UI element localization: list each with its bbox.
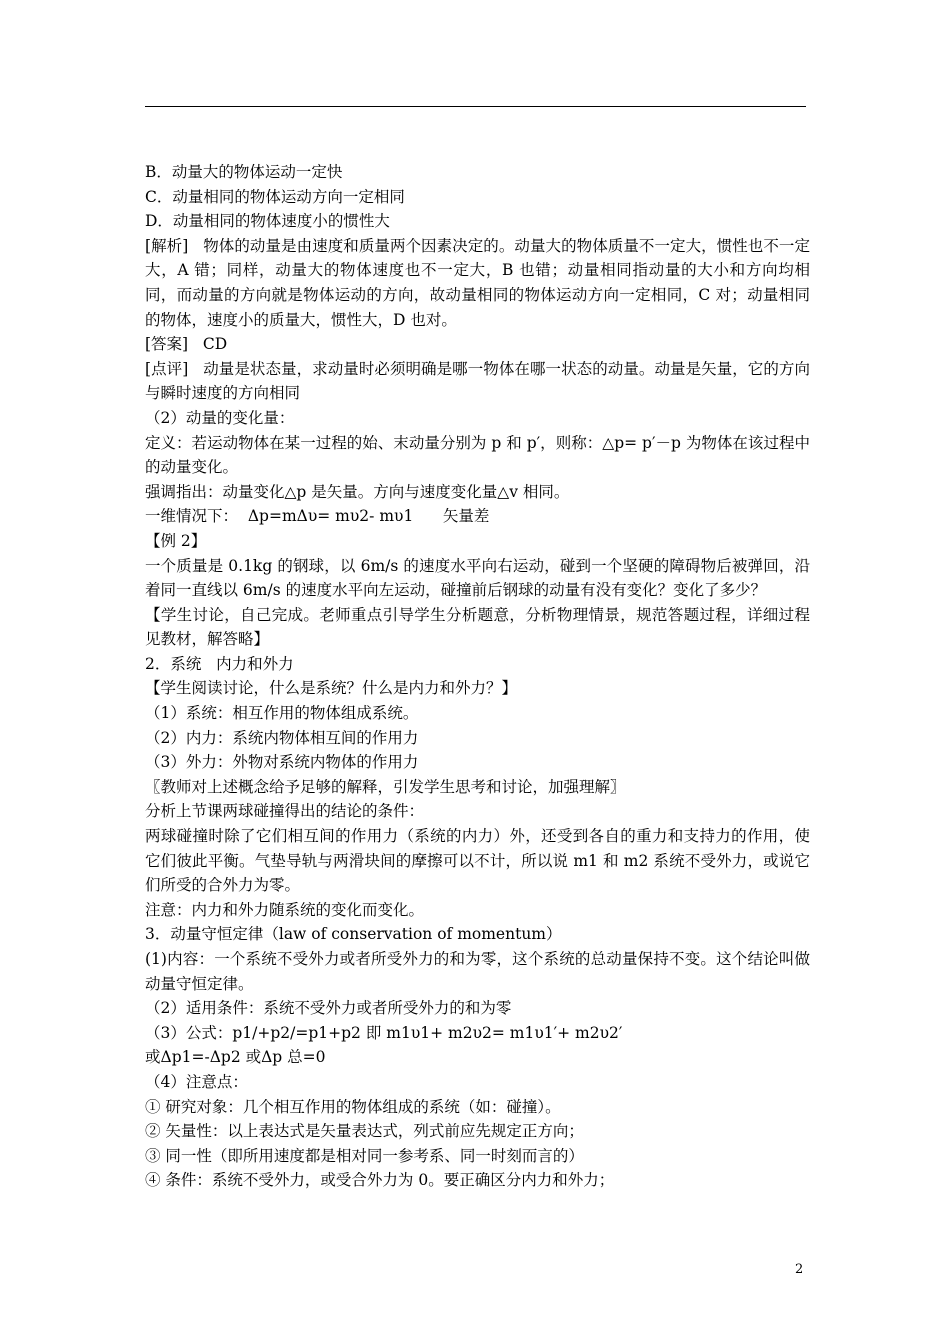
applicable-conditions: （2）适用条件：系统不受外力或者所受外力的和为零 — [145, 999, 512, 1018]
formula-alternative: 或Δp1=-Δp2 或Δp 总=0 — [145, 1048, 326, 1067]
analysis-lead: 分析上节课两球碰撞得出的结论的条件： — [145, 802, 425, 821]
example-heading: 【例 2】 — [145, 531, 207, 550]
note-2: ② 矢量性：以上表达式是矢量表达式，列式前应先规定正方向； — [145, 1122, 584, 1141]
comment-paragraph: [点评] 动量是状态量，求动量时必须明确是哪一物体在哪一状态的动量。动量是矢量，它的方向与瞬时速度的方向相同 — [145, 359, 810, 403]
formula-line: （3）公式：p1/+p2/=p1+p2 即 m1υ1+ m2υ2= m1υ1′+ m2υ2′ — [145, 1023, 623, 1042]
student-discussion-note: 【学生讨论，自己完成。老师重点引导学生分析题意，分析物理情景，规范答题过程，详细过程见教材，解答略】 — [145, 605, 810, 649]
note-3: ③ 同一性（即所用速度都是相对同一参考系、同一时刻而言的） — [145, 1146, 584, 1165]
analysis-paragraph: [解析] 物体的动量是由速度和质量两个因素决定的。动量大的物体质量不一定大，惯性也不一定大，A 错；同样，动量大的物体速度也不一定大，B 也错；动量相同指动量的大小和方向均相同，而动量的方向就是物体运动的方向，故动量相同的物体运动方向一定相同，C 对；动量相同的物体，速度小的质量大，惯性大，D 也对。 — [145, 236, 810, 329]
attention-note: 注意：内力和外力随系统的变化而变化。 — [145, 900, 425, 919]
note-4: ④ 条件：系统不受外力，或受合外力为 0。要正确区分内力和外力； — [145, 1171, 615, 1190]
option-b: B．动量大的物体运动一定快 — [145, 163, 343, 181]
emphasis-line: 强调指出：动量变化△p 是矢量。方向与速度变化量△v 相同。 — [145, 482, 570, 501]
option-d: D．动量相同的物体速度小的惯性大 — [145, 212, 390, 231]
collision-analysis-paragraph: 两球碰撞时除了它们相互间的作用力（系统的内力）外，还受到各自的重力和支持力的作用，使它们彼此平衡。气垫导轨与两滑块间的摩擦可以不计，所以说 m1 和 m2 系统不受外力，或说它们所受的合外力为零。 — [145, 827, 810, 895]
note-1: ① 研究对象：几个相互作用的物体组成的系统（如：碰撞）。 — [145, 1097, 561, 1116]
system-definition: （1）系统：相互作用的物体组成系统。 — [145, 704, 419, 723]
body-text — [145, 160, 810, 1193]
answer-line: [答案] CD — [145, 335, 228, 354]
conservation-content: (1)内容：一个系统不受外力或者所受外力的和为零，这个系统的总动量保持不变。这个结论叫做动量守恒定律。 — [145, 950, 810, 993]
example-problem: 一个质量是 0.1kg 的钢球，以 6m/s 的速度水平向右运动，碰到一个坚硬的障碍物后被弹回，沿着同一直线以 6m/s 的速度水平向左运动，碰撞前后钢球的动量有没有变化？变化了多少？ — [145, 556, 810, 600]
internal-force-definition: （2）内力：系统内物体相互间的作用力 — [145, 728, 419, 747]
teacher-note: 〖教师对上述概念给予足够的解释，引发学生思考和讨论，加强理解〗 — [145, 777, 626, 796]
section-heading-system: 2．系统 内力和外力 — [145, 654, 294, 673]
external-force-definition: （3）外力：外物对系统内物体的作用力 — [145, 753, 419, 772]
reading-prompt: 【学生阅读讨论，什么是系统？什么是内力和外力？】 — [145, 679, 518, 698]
section-heading-conservation: 3．动量守恒定律（law of conservation of momentum） — [145, 925, 562, 944]
notes-heading: （4）注意点： — [145, 1072, 248, 1091]
section-heading-momentum-change: （2）动量的变化量： — [145, 408, 295, 427]
header-divider — [145, 106, 806, 107]
option-c: C．动量相同的物体运动方向一定相同 — [145, 187, 405, 206]
definition-paragraph: 定义：若运动物体在某一过程的始、末动量分别为 p 和 p′，则称：△p= p′－p 为物体在该过程中的动量变化。 — [145, 433, 810, 477]
page-number: 2 — [795, 1262, 804, 1277]
one-dimension-formula: 一维情况下： Δp=mΔυ= mυ2- mυ1 矢量差 — [145, 507, 490, 526]
